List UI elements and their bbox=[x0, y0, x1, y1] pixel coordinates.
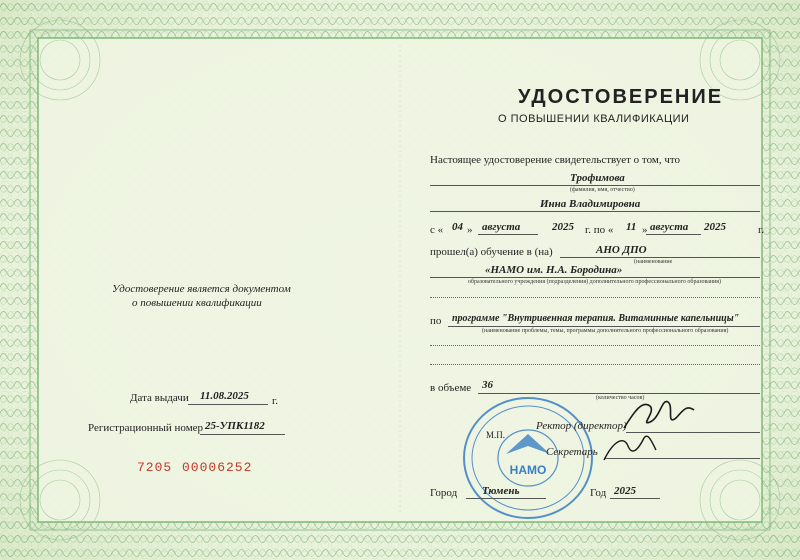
to-day: 11 bbox=[626, 221, 637, 233]
to-year: 2025 bbox=[704, 221, 726, 233]
surname-value: Трофимова bbox=[570, 172, 625, 184]
blank-line-1 bbox=[430, 297, 760, 298]
issue-date-value: 11.08.2025 bbox=[200, 390, 249, 402]
from-month: августа bbox=[482, 221, 521, 233]
note-line-2: о повышении квалификации bbox=[132, 297, 262, 309]
reg-number-label: Регистрационный номер bbox=[88, 422, 204, 434]
given-names-value: Инна Владимировна bbox=[540, 198, 641, 210]
blank-line-2 bbox=[430, 345, 760, 346]
year-line bbox=[610, 498, 660, 499]
issue-date-line bbox=[188, 404, 268, 405]
org-caption-2: образовательного учреждения (подразделения) дополнительного профессионального образования) bbox=[468, 279, 722, 285]
to-prefix: г. по « bbox=[585, 224, 614, 236]
year-value: 2025 bbox=[614, 485, 636, 497]
city-value: Тюмень bbox=[482, 485, 520, 497]
to-close: » bbox=[642, 224, 648, 236]
issue-date-label: Дата выдачи bbox=[130, 392, 189, 404]
mp-label: М.П. bbox=[486, 430, 506, 440]
stamp-center-text: НАМО bbox=[509, 463, 547, 477]
rector-label: Ректор (директор) bbox=[536, 420, 627, 432]
serial-number: 00006252 bbox=[182, 460, 253, 475]
name-caption: (фамилия, имя, отчество) bbox=[570, 187, 635, 193]
official-stamp bbox=[456, 396, 606, 526]
reg-number-value: 25-УПК1182 bbox=[205, 420, 265, 432]
secretary-signature bbox=[600, 430, 660, 470]
org-caption: (наименование bbox=[634, 259, 673, 265]
year-label: Год bbox=[590, 487, 607, 499]
surname-line bbox=[430, 185, 760, 186]
org-short: АНО ДПО bbox=[596, 244, 647, 256]
program-caption: (наименование проблемы, темы, программы дополнительного профессионального образования) bbox=[482, 328, 729, 334]
program-line bbox=[448, 326, 760, 327]
from-day: 04 bbox=[452, 221, 463, 233]
to-month: августа bbox=[650, 221, 689, 233]
training-label: прошел(а) обучение в (на) bbox=[430, 246, 553, 258]
program-prefix: по bbox=[430, 315, 442, 327]
intro-text: Настоящее удостоверение свидетельствует о том, что bbox=[430, 154, 681, 166]
note-line-1: Удостоверение является документом bbox=[112, 283, 291, 295]
city-label: Город bbox=[430, 487, 458, 499]
from-year: 2025 bbox=[552, 221, 574, 233]
from-month-line bbox=[478, 234, 538, 235]
document-subtitle: О ПОВЫШЕНИИ КВАЛИФИКАЦИИ bbox=[498, 113, 690, 125]
serial-series: 7205 bbox=[137, 460, 173, 475]
reg-number-line bbox=[200, 434, 285, 435]
blank-line-3 bbox=[430, 364, 760, 365]
given-names-line bbox=[430, 211, 760, 212]
program-name: программе "Внутривенная терапия. Витаминные капельницы" bbox=[452, 313, 740, 324]
volume-label: в объеме bbox=[430, 382, 472, 394]
city-line bbox=[466, 498, 546, 499]
hours-line bbox=[478, 393, 760, 394]
from-close: » bbox=[467, 224, 473, 236]
org-full: «НАМО им. Н.А. Бородина» bbox=[485, 264, 623, 276]
document-title: УДОСТОВЕРЕНИЕ bbox=[518, 86, 724, 108]
secretary-label: Секретарь bbox=[546, 446, 598, 458]
to-month-line bbox=[646, 234, 701, 235]
hours-caption: (количество часов) bbox=[596, 395, 645, 401]
org-short-line bbox=[560, 257, 760, 258]
hours-value: 36 bbox=[482, 379, 493, 391]
from-prefix: с « bbox=[430, 224, 444, 236]
issue-date-suffix: г. bbox=[272, 395, 279, 407]
year-suffix: г. bbox=[758, 224, 765, 236]
org-full-line bbox=[430, 277, 760, 278]
